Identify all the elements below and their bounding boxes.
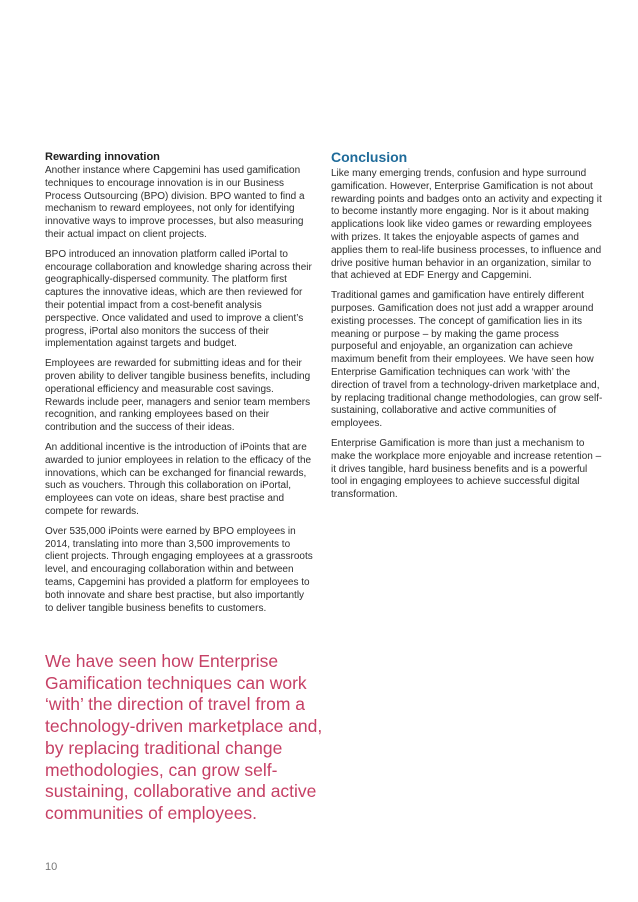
section-heading-conclusion: Conclusion (331, 149, 408, 165)
right-column (330, 150, 604, 509)
left-column (45, 150, 313, 622)
section-heading-rewarding-innovation: Rewarding innovation (45, 151, 160, 163)
body-paragraph: An additional incentive is the introduction of iPoints that are awarded to junior employees in relation to the efficacy of the innovations, which can be exchanged for financial rewards, such as vouchers. Through this collaboration on iPortal, employees can vote on ideas, share best practise and compete for rewards. (45, 441, 312, 517)
body-paragraph: Like many emerging trends, confusion and hype surround gamification. However, Enterprise Gamification is not about rewarding points and badges onto an activity and expecting it to become instantly more engaging. Nor is it about making applications look like video games or rewarding employees with prizes. It takes the enjoyable aspects of games and applies them to real-life business processes, to influence and drive positive human behavior in an organization, similar to that achieved at EDF Energy and Capgemini. (331, 168, 602, 282)
body-paragraph: Traditional games and gamification have entirely different purposes. Gamification does not just add a wrapper around existing processes. The concept of gamification lies in its meaning or purpose – by making the game process purposeful and enjoyable, an organization can achieve maximum benefit from their employees. We have seen how Enterprise Gamification techniques can work ‘with’ the direction of travel from a technology-driven marketplace and, by replacing traditional change methodologies, can grow self-sustaining, collaborative and active communities of employees. (331, 290, 603, 430)
body-paragraph: Over 535,000 iPoints were earned by BPO employees in 2014, translating into more than 3,500 improvements to client projects. Through engaging employees at a grassroots level, and encouraging collaboration within and between teams, Capgemini has provided a platform for employees to both innovate and share best practise, but also importantly to deliver tangible business benefits to customers. (45, 525, 313, 614)
body-paragraph: Enterprise Gamification is more than just a mechanism to make the workplace more enjoyable and increase retention – it drives tangible, hard business benefits and is a powerful tool in engaging employees to achieve successful digital transformation. (331, 437, 602, 501)
page-number: 10 (45, 861, 58, 873)
body-paragraph: Another instance where Capgemini has used gamification techniques to encourage innovation is in our Business Process Outsourcing (BPO) division. BPO wanted to find a mechanism to reward employees, not only for identifying innovative ways to improve processes, but also measuring their actual impact on client projects. (45, 165, 305, 240)
body-paragraph: Employees are rewarded for submitting ideas and for their proven ability to deliver tangible business benefits, including operational efficiency and measurable cost savings. Rewards include peer, managers and senior team members recognition, and ranking employees based on their contribution and the success of their ideas. (45, 358, 311, 434)
pull-quote: We have seen how Enterprise Gamification techniques can work ‘with’ the direction of travel from a technology-driven marketplace and, by replacing traditional change methodologies, can grow self-sustaining, collaborative and active communities of employees. (45, 651, 323, 823)
body-paragraph: BPO introduced an innovation platform called iPortal to encourage collaboration and knowledge sharing across their geographically-dispersed community. The platform first captures the innovative ideas, which are then reviewed for their potential impact from a cost-benefit analysis perspective. Once validated and used to improve a client’s progress, iPortal also monitors the success of their implementation against targets and budget. (45, 248, 312, 350)
